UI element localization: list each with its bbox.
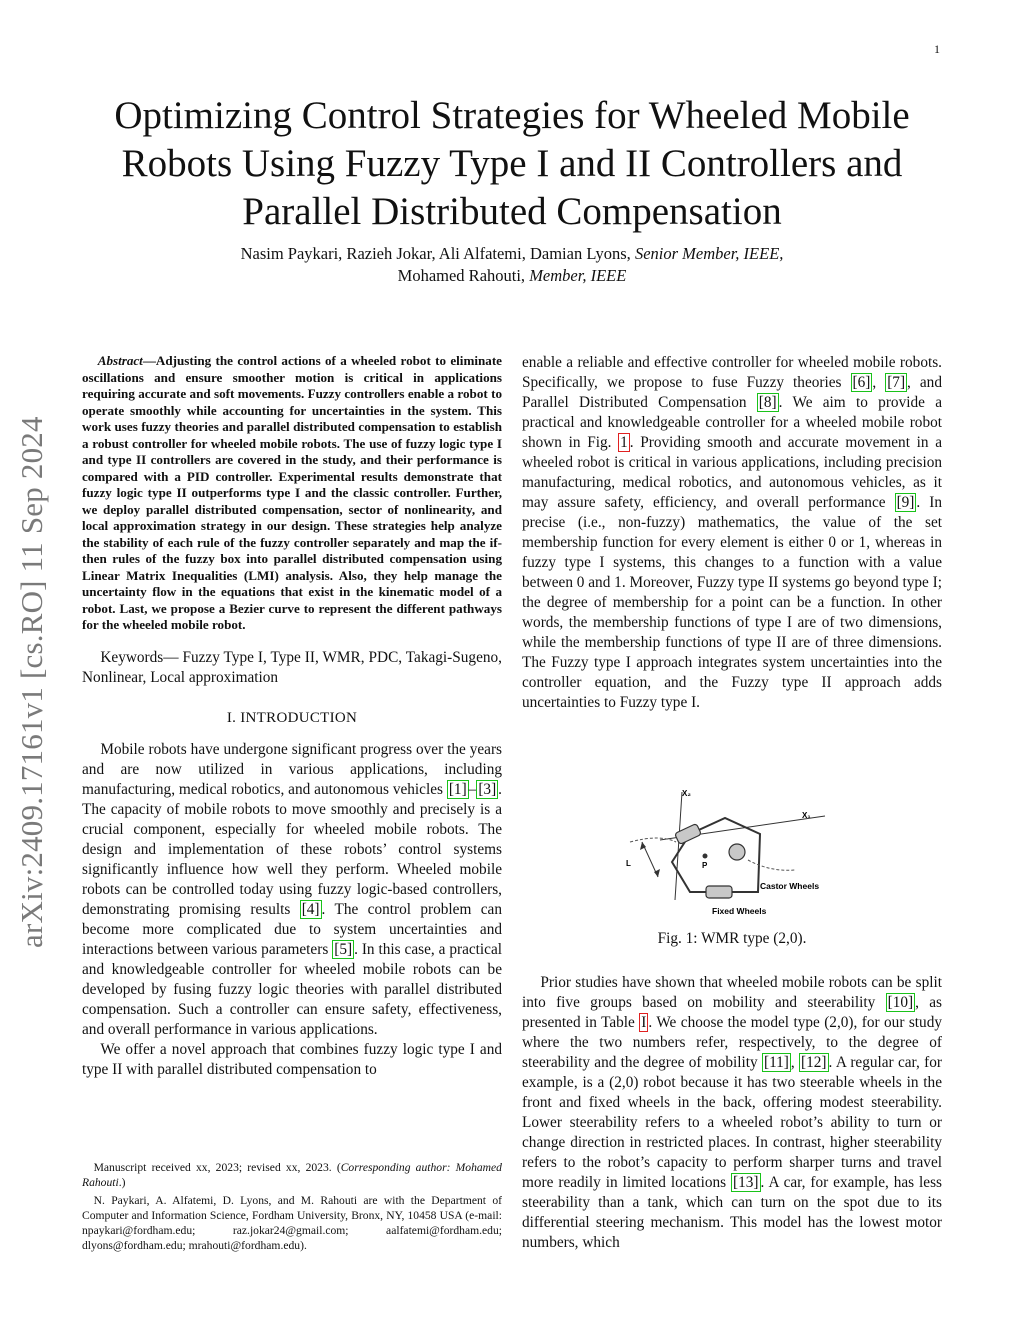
citation-link[interactable]: [11] — [763, 1054, 789, 1071]
fixed-wheel — [706, 886, 732, 898]
keywords: Keywords— Fuzzy Type I, Type II, WMR, PDC, Takagi-Sugeno, Nonlinear, Local approximation — [82, 648, 502, 686]
authors-line-1: Nasim Paykari, Razieh Jokar, Ali Alfatemi, Damian Lyons, — [240, 244, 631, 263]
abstract — [82, 353, 502, 634]
paragraph: Prior studies have shown that wheeled mobile robots can be split into five groups based on mobility and steerability [10] , as presented in Table I . We choose the model type (2,0), for our study where the two numbers refer, respectively, to the degree of steerability and the degree of mobility [11] , [12] . A regular car, for example, is a (2,0) robot because it has two steerable wheels in the front and fixed wheels in the back, offering modest steerability. Lower steerability refers to a wheeled robot’s ability to turn or change direction in restricted places. In contrast, higher steerability refers to the robot’s capacity to perform sharper turns and travel more readily in limited locations [13] . A car, for example, has less steerability than a tank, which can turn on the spot due to its differential steering mechanism. This model has the lowest motor numbers, which — [522, 974, 943, 1251]
paragraph: enable a reliable and effective controller for wheeled mobile robots. Specifically, we propose to fuse Fuzzy theories [6] , [7] , and Parallel Distributed Compensation [8] . We aim to provide a practical and knowledgeable controller for a wheeled mobile robot shown in Fig. 1 . Providing smooth and accurate movement in a wheeled robot is critical in various applications, including precision manufacturing, medical robotics, and autonomous vehicles, as it may assure safety, efficiency, and overall performance [9] . In precise (i.e., non-fuzzy) mathematics, the value of the set membership function for every element is either 0 or 1, whereas in fuzzy type I systems, this changes to a function with a value between 0 and 1. Moreover, Fuzzy type II systems go beyond type I; the degree of membership for a point can be a function. In other words, the membership functions of type I are of two dimensions, while the membership functions of type II are of three dimensions. The Fuzzy type I approach integrates system uncertainties into the controller equation, and the Fuzzy type II approach adds uncertainties to Fuzzy type I. — [522, 354, 942, 711]
label-p: P — [702, 861, 708, 870]
arxiv-identifier: arXiv:2409.17161v1 [cs.RO] 11 Sep 2024 — [14, 416, 49, 948]
citation-link[interactable]: [7] — [887, 374, 906, 391]
citation-link[interactable]: [3] — [478, 780, 497, 798]
label-x1: X₁ — [802, 811, 811, 820]
footnote — [82, 1160, 502, 1256]
title-line: Robots Using Fuzzy Type I and II Controllers and — [121, 142, 903, 185]
author-role-2: Member, IEEE — [529, 266, 627, 285]
footnote-received: Manuscript received xx, 2023; revised xx, 2023. (Corresponding author: Mohamed Rahouti.) — [82, 1161, 502, 1189]
citation-link[interactable]: [13] — [733, 1174, 759, 1191]
abstract-text: —Adjusting the control actions of a wheeled robot to eliminate oscillations and ensure smoother motion is critical in applications requiring accurate and soft movements. Fuzzy controllers enable a robot to operate smoothly while accounting for uncertainties in the system. This work uses fuzzy theories and parallel distributed compensation to establish a robust controller for wheeled mobile robots. The use of fuzzy logic type I and type II controllers are covered in the study, and their performance is compared with a PID controller. Experimental results demonstrate that fuzzy logic type II outperforms type I and the classic controller. Further, we deploy parallel distributed compensation, sector of nonlinearity, and local approximation strategy in our design. These strategies help analyze the stability of each rule of the fuzzy controller separately and map the if-then rules of the fuzzy box into parallel distributed compensation using Linear Matrix Inequalities (LMI) analysis. Also, they help manage the uncertainty flow in the equations that exist in the kinematic model of a robot. Last, we propose a Bezier curve to represent the different pathways for the wheeled mobile robot. — [82, 353, 502, 632]
castor-wheel — [729, 844, 745, 860]
title-line: Optimizing Control Strategies for Wheeled Mobile — [114, 94, 910, 137]
label-l: L — [626, 859, 631, 868]
steerable-wheel — [675, 823, 702, 844]
section-number: I. — [226, 709, 237, 726]
right-column-lower — [522, 973, 942, 1253]
citation-link[interactable]: [8] — [758, 394, 777, 411]
x2-axis — [675, 792, 682, 900]
citation-link[interactable]: [12] — [801, 1054, 827, 1071]
citation-link[interactable]: [10] — [887, 994, 914, 1011]
author-role-1: Senior Member, IEEE, — [634, 244, 784, 263]
table-link[interactable]: I — [641, 1014, 647, 1031]
figure-caption: Fig. 1: WMR type (2,0). — [657, 930, 807, 947]
point-p — [703, 854, 708, 859]
paragraph: Mobile robots have undergone significant progress over the years and are now utilized in various applications, including manufacturing, medical robotics, and autonomous vehicles [1] – [3] . The capacity of mobile robots to move smoothly and precisely is a crucial component, especially for wheeled mobile robots. The design and implementation of these robots’ control systems significantly influence how well they perform. Wheeled mobile robots can be controlled today using fuzzy logic-based controllers, demonstrating promising results [4] . The control problem can become more complicated due to system uncertainties and interactions between various parameters [5] . In this case, a practical and knowledgeable controller for wheeled mobile robots can be developed by fusing fuzzy logic theories with parallel distributed compensation. Such a controller can ensure safety, effectiveness, and overall performance in various applications. — [82, 740, 503, 1038]
page-number: 1 — [934, 42, 940, 56]
label-castor-wheels: Castor Wheels — [760, 881, 820, 891]
label-x2: X₂ — [682, 789, 691, 798]
author-list — [60, 243, 964, 287]
dashed-guide — [748, 860, 795, 870]
figure-link[interactable]: 1 — [620, 434, 628, 451]
section-title: INTRODUCTION — [240, 709, 358, 726]
section-heading — [82, 708, 502, 728]
citation-link[interactable]: [1] — [448, 780, 467, 798]
paper-title — [60, 92, 964, 236]
citation-link[interactable]: [5] — [334, 940, 353, 958]
paragraph: We offer a novel approach that combines fuzzy logic type I and type II with parallel distributed compensation to — [82, 1040, 502, 1078]
title-line: Parallel Distributed Compensation — [242, 190, 782, 233]
citation-link[interactable]: [4] — [301, 900, 320, 918]
citation-link[interactable]: [6] — [852, 374, 871, 391]
footnote-affiliation: N. Paykari, A. Alfatemi, D. Lyons, and M. Rahouti are with the Department of Computer and Information Science, Fordham University, Bronx, NY, 10458 USA (e-mail: npaykari@fordham.edu; raz.jokar24@gmail.com; aalfatemi@fordham.edu; dlyons@fordham.edu; mrahouti@fordham.edu). — [82, 1194, 502, 1252]
right-column — [522, 353, 942, 713]
authors-line-2: Mohamed Rahouti, — [397, 266, 526, 285]
label-fixed-wheels: Fixed Wheels — [712, 906, 767, 916]
left-column — [82, 353, 502, 1080]
abstract-label: Abstract — [97, 353, 143, 368]
citation-link[interactable]: [9] — [896, 494, 915, 511]
wmr-figure — [620, 782, 840, 922]
